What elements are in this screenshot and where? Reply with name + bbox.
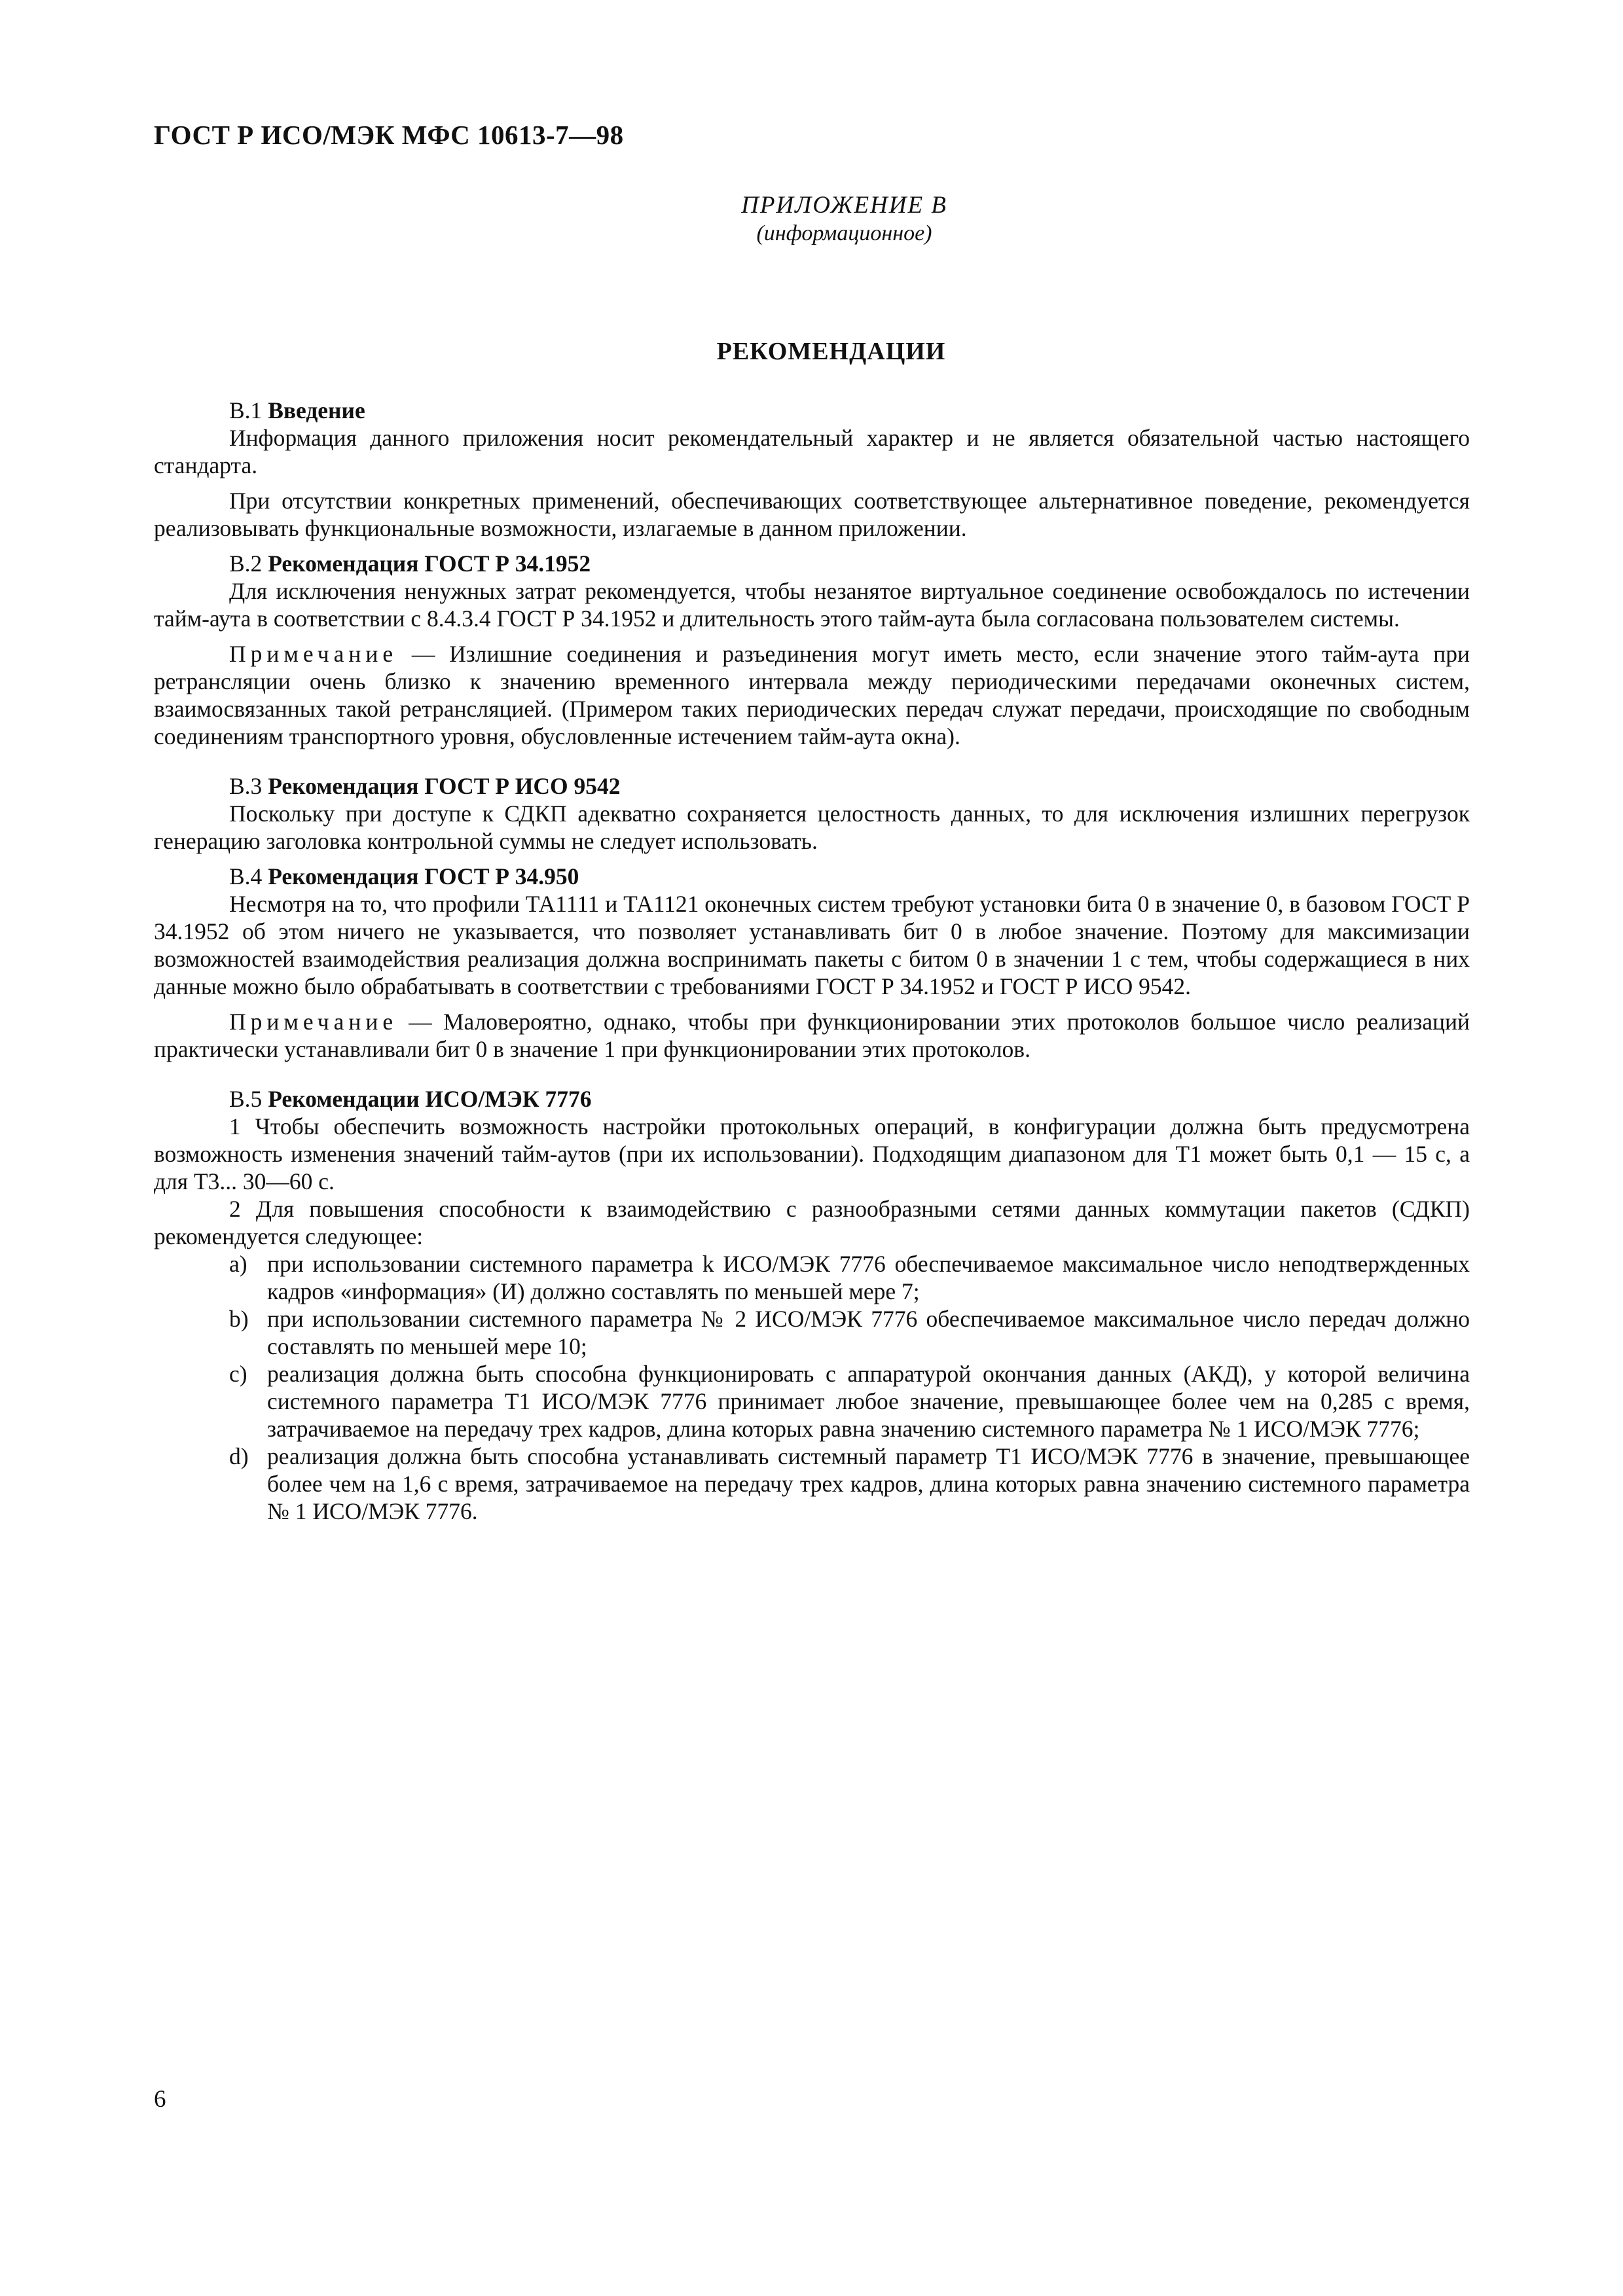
document-code-header: ГОСТ Р ИСО/МЭК МФС 10613-7—98 xyxy=(154,120,624,150)
section-title: Рекомендации ИСО/МЭК 7776 xyxy=(268,1086,592,1112)
section-title: Рекомендация ГОСТ Р 34.950 xyxy=(268,863,579,889)
annex-title: ПРИЛОЖЕНИЕ В xyxy=(741,192,947,219)
paragraph: Для исключения ненужных затрат рекомендуется, чтобы незанятое виртуальное соединение освобождалось по истечении тайм-аута в соответствии с 8.4.3.4 ГОСТ Р 34.1952 и длительность этого тайм-аута была согласована пользователем системы. xyxy=(154,578,1470,632)
annex-heading xyxy=(0,191,1623,247)
section-number: В.3 xyxy=(229,773,263,799)
note xyxy=(154,640,1470,750)
note-label: Примечание xyxy=(229,641,398,667)
body-text xyxy=(154,397,1470,1525)
list-item xyxy=(154,1250,1470,1305)
list-item-text: при использовании системного параметра k ИСО/МЭК 7776 обеспечиваемое максимальное число неподтвержденных кадров «информация» (И) должно составлять по меньшей мере 7; xyxy=(267,1251,1470,1304)
section-number: В.1 xyxy=(229,397,263,423)
page-number: 6 xyxy=(154,2086,166,2113)
section-number: В.2 xyxy=(229,550,263,577)
section-heading-b1 xyxy=(154,397,1470,424)
paragraph: При отсутствии конкретных применений, обеспечивающих соответствующее альтернативное поведение, рекомендуется реализовывать функциональные возможности, излагаемые в данном приложении. xyxy=(154,488,1470,541)
note-text: — Излишние соединения и разъединения могут иметь место, если значение этого тайм-аута при ретрансляции очень близко к значению временного интервала между периодическими передачами оконечных систем, взаимосвязанных такой ретрансляцией. (Примером таких периодических передач служат передачи, происходящие по свободным соединениям транспортного уровня, обусловленные истечением тайм-аута окна). xyxy=(154,641,1470,749)
section-title: Рекомендация ГОСТ Р 34.1952 xyxy=(268,550,591,577)
section-number: В.5 xyxy=(229,1086,263,1112)
section-number: В.4 xyxy=(229,863,263,889)
list-marker: b) xyxy=(229,1306,249,1332)
paragraph: Поскольку при доступе к СДКП адекватно сохраняется целостность данных, то для исключения излишних перегрузок генерацию заголовка контрольной суммы не следует использовать. xyxy=(154,800,1470,854)
list-marker: c) xyxy=(229,1361,247,1387)
main-title: РЕКОМЕНДАЦИИ xyxy=(716,338,946,365)
list-marker: d) xyxy=(229,1443,249,1469)
note-label: Примечание xyxy=(229,1009,398,1035)
list-item xyxy=(154,1305,1470,1360)
paragraph: Несмотря на то, что профили ТА1111 и ТА1121 оконечных систем требуют установки бита 0 в значение 0, в базовом ГОСТ Р 34.1952 об этом ничего не указывается, что позволяет устанавливать бит 0 в любое значение. Поэтому для максимизации возможностей взаимодействия реализация должна воспринимать пакеты с битом 0 в значении 1 с тем, чтобы содержащиеся в них данные можно было обрабатывать в соответствии с требованиями ГОСТ Р 34.1952 и ГОСТ Р ИСО 9542. xyxy=(154,891,1470,999)
section-title: Рекомендация ГОСТ Р ИСО 9542 xyxy=(268,773,621,799)
paragraph: 1 Чтобы обеспечить возможность настройки протокольных операций, в конфигурации должна быть предусмотрена возможность изменения значений тайм-аутов (при их использовании). Подходящим диапазоном для Т1 может быть 0,1 — 15 с, а для Т3... 30—60 с. xyxy=(154,1113,1470,1194)
paragraph: 2 Для повышения способности к взаимодействию с разнообразными сетями данных коммутации пакетов (СДКП) рекомендуется следующее: xyxy=(154,1196,1470,1249)
list-item-text: при использовании системного параметра № 2 ИСО/МЭК 7776 обеспечиваемое максимальное число передач должно составлять по меньшей мере 10; xyxy=(267,1306,1470,1359)
list-marker: a) xyxy=(229,1251,247,1277)
section-title: Введение xyxy=(268,397,365,423)
section-heading-b5 xyxy=(154,1085,1470,1113)
note-text: — Маловероятно, однако, чтобы при функционировании этих протоколов большое число реализаций практически устанавливали бит 0 в значение 1 при функционировании этих протоколов. xyxy=(154,1009,1470,1062)
note xyxy=(154,1008,1470,1063)
annex-subtitle: (информационное) xyxy=(756,221,932,245)
section-heading-b3 xyxy=(154,772,1470,800)
list-item xyxy=(154,1443,1470,1525)
list-item-text: реализация должна быть способна функционировать с аппаратурой окончания данных (АКД), у которой величина системного параметра Т1 ИСО/МЭК 7776 принимает любое значение, превышающее более чем на 0,285 с время, затрачиваемое на передачу трех кадров, длина которых равна значению системного параметра № 1 ИСО/МЭК 7776; xyxy=(267,1361,1470,1442)
section-heading-b4 xyxy=(154,863,1470,890)
list-item xyxy=(154,1360,1470,1443)
list-item-text: реализация должна быть способна устанавливать системный параметр Т1 ИСО/МЭК 7776 в значение, превышающее более чем на 1,6 с время, затрачиваемое на передачу трех кадров, длина которых равна значению системного параметра № 1 ИСО/МЭК 7776. xyxy=(267,1443,1470,1524)
paragraph: Информация данного приложения носит рекомендательный характер и не является обязательной частью настоящего стандарта. xyxy=(154,425,1470,478)
section-heading-b2 xyxy=(154,550,1470,577)
